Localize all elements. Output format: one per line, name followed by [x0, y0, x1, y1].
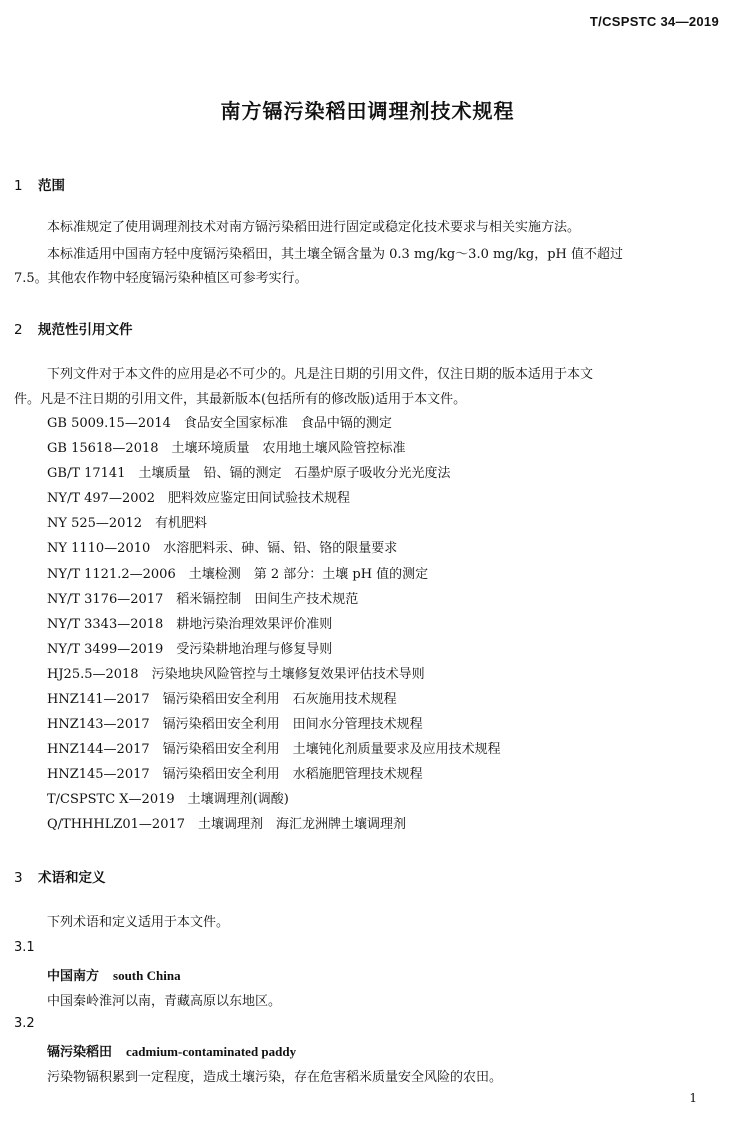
term-definition: 中国秦岭淮河以南，青藏高原以东地区。 [47, 994, 282, 1009]
term-name-en: cadmium-contaminated paddy [126, 1044, 297, 1059]
term-name [47, 1041, 296, 1060]
reference-item: GB 15618—2018 土壤环境质量 农用地土壤风险管控标准 [47, 441, 406, 456]
section-1-heading [14, 174, 65, 194]
reference-item: HNZ143—2017 镉污染稻田安全利用 田间水分管理技术规程 [47, 717, 423, 732]
reference-item: T/CSPSTC X—2019 土壤调理剂(调酸) [47, 792, 289, 807]
refs-intro-line-2: 件。凡是不注日期的引用文件，其最新版本(包括所有的修改版)适用于本文件。 [14, 392, 467, 407]
reference-item: NY/T 3343—2018 耕地污染治理效果评价准则 [47, 617, 333, 632]
reference-item: NY/T 3499—2019 受污染耕地治理与修复导则 [47, 642, 333, 657]
terms-intro: 下列术语和定义适用于本文件。 [47, 915, 230, 930]
page-number: 1 [689, 1091, 697, 1105]
reference-item: NY 525—2012 有机肥料 [47, 516, 207, 531]
reference-item: NY 1110—2010 水溶肥料汞、砷、镉、铅、铬的限量要求 [47, 541, 398, 556]
section-2-heading [14, 318, 133, 338]
section-number: 2 [14, 322, 23, 338]
section-title: 范围 [38, 178, 65, 194]
section-title: 术语和定义 [38, 870, 106, 886]
reference-item: NY/T 1121.2—2006 土壤检测 第 2 部分：土壤 pH 值的测定 [47, 567, 429, 582]
scope-paragraph-1: 本标准规定了使用调理剂技术对南方镉污染稻田进行固定或稳定化技术要求与相关实施方法。 [47, 220, 581, 235]
reference-item: HNZ145—2017 镉污染稻田安全利用 水稻施肥管理技术规程 [47, 767, 423, 782]
standard-code: T/CSPSTC 34—2019 [589, 14, 719, 29]
section-3-heading [14, 866, 106, 886]
term-number: 3.2 [14, 1016, 35, 1031]
term-name-zh: 中国南方 [47, 969, 100, 984]
scope-paragraph-2-line-2: 7.5。其他农作物中轻度镉污染种植区可参考实行。 [14, 271, 308, 286]
term-name-zh: 镉污染稻田 [47, 1045, 113, 1060]
reference-item: HJ25.5—2018 污染地块风险管控与土壤修复效果评估技术导则 [47, 667, 425, 682]
section-number: 3 [14, 870, 23, 886]
section-number: 1 [14, 178, 23, 194]
term-name [47, 965, 181, 984]
section-title: 规范性引用文件 [38, 322, 133, 338]
term-definition: 污染物镉积累到一定程度，造成土壤污染，存在危害稻米质量安全风险的农田。 [47, 1070, 503, 1085]
reference-item: HNZ141—2017 镉污染稻田安全利用 石灰施用技术规程 [47, 692, 397, 707]
reference-item: NY/T 3176—2017 稻米镉控制 田间生产技术规范 [47, 592, 359, 607]
reference-item: HNZ144—2017 镉污染稻田安全利用 土壤钝化剂质量要求及应用技术规程 [47, 742, 501, 757]
reference-item: Q/THHHLZ01—2017 土壤调理剂 海汇龙洲牌土壤调理剂 [47, 817, 407, 832]
reference-item: GB/T 17141 土壤质量 铅、镉的测定 石墨炉原子吸收分光光度法 [47, 466, 451, 481]
refs-intro-line-1: 下列文件对于本文件的应用是必不可少的。凡是注日期的引用文件，仅注日期的版本适用于本文 [47, 367, 594, 382]
reference-item: GB 5009.15—2014 食品安全国家标准 食品中镉的测定 [47, 416, 392, 431]
term-name-en: south China [113, 968, 181, 983]
document-title: 南方镉污染稻田调理剂技术规程 [220, 99, 515, 123]
term-number: 3.1 [14, 940, 35, 955]
reference-item: NY/T 497—2002 肥料效应鉴定田间试验技术规程 [47, 491, 351, 506]
scope-paragraph-2-line-1: 本标准适用中国南方轻中度镉污染稻田，其土壤全镉含量为 0.3 mg/kg～3.0 mg/kg，pH 值不超过 [47, 247, 623, 262]
